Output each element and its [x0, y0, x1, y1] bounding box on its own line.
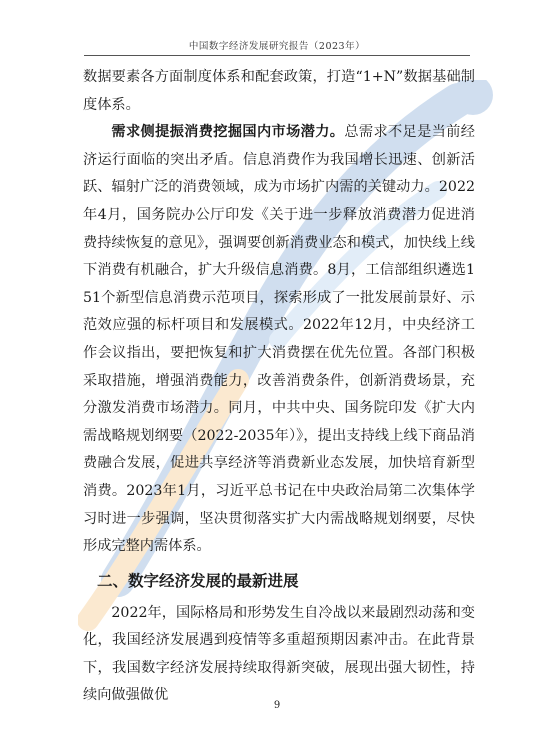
- page-content: [83, 64, 475, 710]
- paragraph-continuation: 数据要素各方面制度体系和配套政策，打造“1+N”数据基础制度体系。: [83, 69, 475, 113]
- header-divider: [84, 55, 470, 56]
- running-header: 中国数字经济发展研究报告（2023年）: [188, 41, 366, 52]
- page-number: 9: [273, 700, 281, 711]
- paragraph-demand-side: [83, 119, 475, 561]
- paragraph-body: 总需求不足是当前经济运行面临的突出矛盾。信息消费作为我国增长迅速、创新活跃、辐射广泛的消费领域，成为市场扩内需的关键动力。2022年4月，国务院办公厅印发《关于进一步释放消费潜力促进消费持续恢复的意见》，强调要创新消费业态和模式，加快线上线下消费有机融合，扩大升级信息消费。8月，工信部组织遴选151个新型信息消费示范项目，探索形成了一批发展前景好、示范效应强的标杆项目和发展模式。2022年12月，中央经济工作会议指出，要把恢复和扩大消费摆在优先位置。各部门积极采取措施，增强消费能力，改善消费条件，创新消费场景，充分激发消费市场潜力。同月，中共中央、国务院印发《扩大内需战略规划纲要（2022-2035年）》，提出支持线上线下商品消费融合发展，促进共享经济等消费新业态发展，加快培育新型消费。2023年1月，习近平总书记在中央政治局第二次集体学习时进一步强调，坚决贯彻落实扩大内需战略规划纲要，尽快形成完整内需体系。: [83, 124, 475, 555]
- paragraph-lead-heading: 需求侧提振消费挖掘国内市场潜力。: [111, 124, 345, 141]
- paragraph-latest-progress: 2022年，国际格局和形势发生自冷战以来最剧烈动荡和变化，我国经济发展遇到疫情等多重超预期因素冲击。在此背景下，我国数字经济发展持续取得新突破，展现出强大韧性，持续向做强做优: [83, 604, 475, 704]
- section-heading: 二、数字经济发展的最新进展: [96, 571, 299, 590]
